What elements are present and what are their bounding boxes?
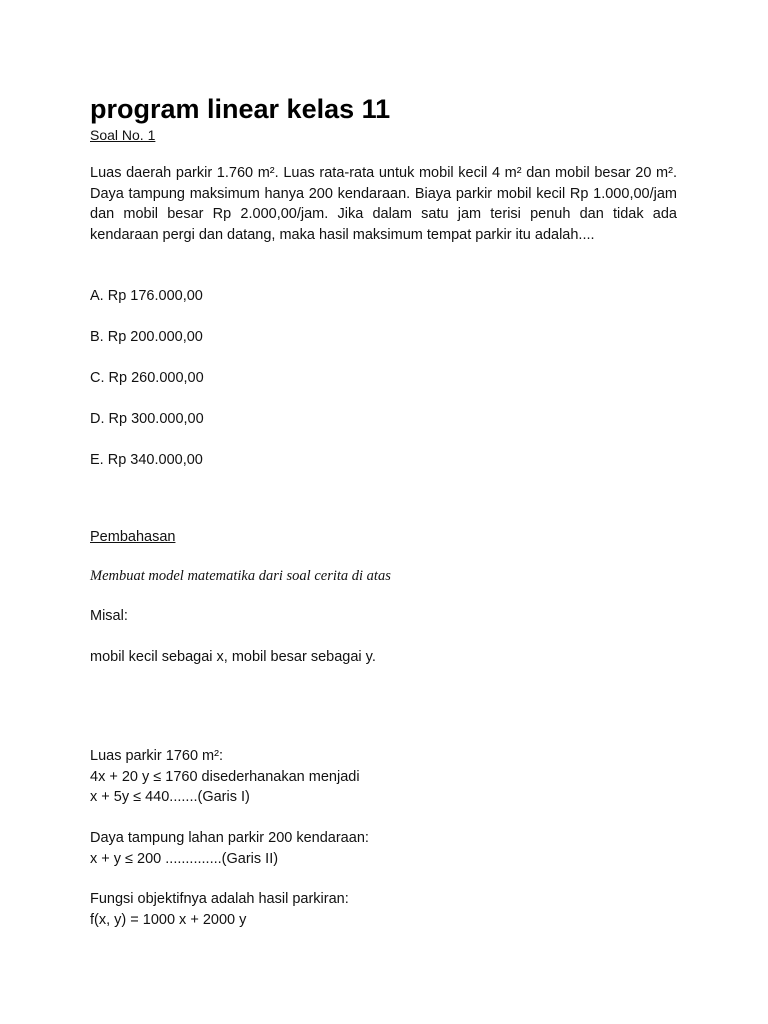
area-line-1: Luas parkir 1760 m²:	[90, 748, 223, 764]
document-page	[90, 0, 677, 1024]
area-line-2: 4x + 20 y ≤ 1760 disederhanakan menjadi	[90, 769, 360, 785]
capacity-line-2: x + y ≤ 200 ..............(Garis II)	[90, 851, 279, 867]
option-b: B. Rp 200.000,00	[90, 329, 203, 345]
question-text: Luas daerah parkir 1.760 m². Luas rata-rata untuk mobil kecil 4 m² dan mobil besar 20 m². Daya tampung maksimum hanya 200 kendaraan. Biaya parkir mobil kecil Rp 1.000,00/jam dan mobil besar Rp 2.000,00/jam. Jika dalam satu jam terisi penuh dan tidak ada kendaraan pergi dan datang, maka hasil maksimum tempat parkir itu adalah....	[90, 165, 677, 243]
objective-line-1: Fungsi objektifnya adalah hasil parkiran:	[90, 891, 349, 907]
misal-label: Misal:	[90, 608, 128, 624]
option-c: C. Rp 260.000,00	[90, 370, 204, 386]
question-label: Soal No. 1	[90, 127, 156, 143]
model-intro: Membuat model matematika dari soal cerita di atas	[90, 568, 391, 584]
page-title: program linear kelas 11	[90, 94, 391, 124]
objective-line-2: f(x, y) = 1000 x + 2000 y	[90, 912, 247, 928]
option-a: A. Rp 176.000,00	[90, 288, 203, 304]
option-d: D. Rp 300.000,00	[90, 411, 204, 427]
capacity-line-1: Daya tampung lahan parkir 200 kendaraan:	[90, 830, 369, 846]
solution-heading: Pembahasan	[90, 529, 176, 545]
area-line-3: x + 5y ≤ 440.......(Garis I)	[90, 789, 250, 805]
option-e: E. Rp 340.000,00	[90, 452, 203, 468]
variables-text: mobil kecil sebagai x, mobil besar sebagai y.	[90, 649, 376, 665]
